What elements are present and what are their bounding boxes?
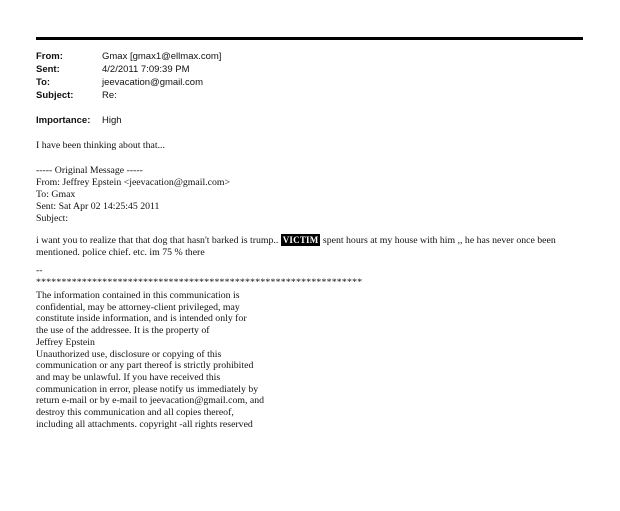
- disclaimer-line: communication in error, please notify us immediately by: [36, 383, 259, 395]
- disclaimer-line: including all attachments. copyright -all rights reserved: [36, 418, 253, 430]
- disclaimer-line: destroy this communication and all copies thereof,: [36, 407, 234, 419]
- signature-dashes: --: [36, 265, 43, 276]
- disclaimer-line: communication or any part thereof is strictly prohibited: [36, 360, 254, 372]
- disclaimer-line: constitute inside information, and is intended only for: [36, 313, 247, 325]
- message-text-after: spent hours at my house with him ,, he has never once been mentioned. police chief. etc. im 75 % there: [36, 235, 556, 258]
- disclaimer-line: the use of the addressee. It is the property of: [36, 325, 210, 337]
- disclaimer-line: and may be unlawful. If you have received this: [36, 371, 221, 383]
- original-to: To: Gmax: [36, 189, 76, 200]
- original-message-body: [36, 234, 581, 259]
- to-value: jeevacation@gmail.com: [102, 77, 203, 88]
- to-label: To:: [36, 77, 51, 88]
- reply-text: I have been thinking about that...: [36, 140, 165, 151]
- original-sent: Sent: Sat Apr 02 14:25:45 2011: [36, 201, 160, 212]
- sent-value: 4/2/2011 7:09:39 PM: [102, 64, 190, 75]
- subject-label: Subject:: [36, 90, 74, 101]
- original-subject: Subject:: [36, 213, 69, 224]
- disclaimer-block: [36, 290, 264, 430]
- disclaimer-line: return e-mail or by e-mail to jeevacation@gmail.com, and: [36, 395, 265, 407]
- original-from: From: Jeffrey Epstein <jeevacation@gmail.com>: [36, 177, 231, 188]
- from-label: From:: [36, 51, 63, 62]
- disclaimer-line: Jeffrey Epstein: [36, 336, 95, 348]
- disclaimer-line: The information contained in this communication is: [36, 290, 240, 301]
- sent-label: Sent:: [36, 64, 60, 75]
- disclaimer-line: confidential, may be attorney-client privileged, may: [36, 301, 240, 313]
- importance-label: Importance:: [36, 115, 91, 126]
- redaction-box: VICTIM: [282, 235, 319, 245]
- subject-value: Re:: [102, 90, 117, 101]
- message-text-before: i want you to realize that that dog that hasn't barked is trump..: [36, 235, 279, 246]
- from-value: Gmax [gmax1@ellmax.com]: [102, 51, 222, 62]
- original-message-separator: ----- Original Message -----: [36, 165, 143, 176]
- disclaimer-line: Unauthorized use, disclosure or copying of this: [36, 348, 222, 360]
- importance-value: High: [102, 115, 122, 126]
- header-divider: [36, 37, 583, 40]
- signature-stars: ****************************************************************: [36, 277, 363, 288]
